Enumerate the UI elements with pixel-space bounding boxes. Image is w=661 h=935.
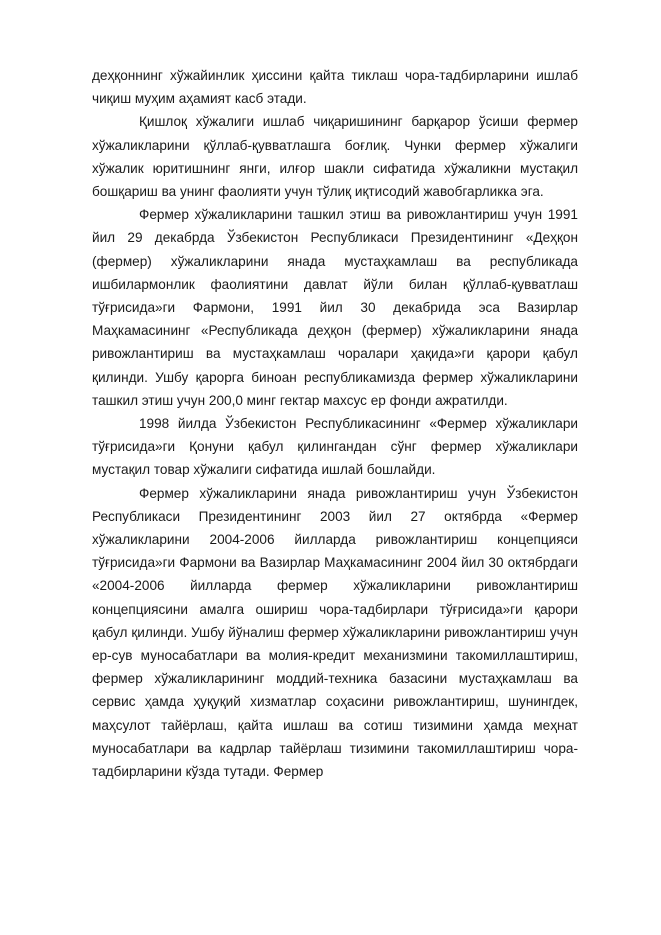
paragraph-2: Қишлоқ хўжалиги ишлаб чиқаришининг барқарор ўсиши фермер хўжаликларини қўллаб-қувватлашга боғлиқ. Чунки фермер хўжалиги хўжалик юритишнинг янги, илғор шакли сифатида хўжаликни мустақил бошқариш ва унинг фаолияти учун тўлиқ иқтисодий жавобгарликка эга. [92,114,578,200]
paragraph-5: Фермер хўжаликларини янада ривожлантириш учун Ўзбекистон Республикаси Президентининг 2003 йил 27 октябрда «Фермер хўжаликларини 2004-2006 йилларда ривожлантириш концепцияси тўғрисида»ги Фармони ва Вазирлар Маҳкамасининг 2004 йил 30 октябрдаги «2004-2006 йилларда фермер хўжаликларини ривожлантириш концепциясини амалга ошириш чора-тадбирлари тўғрисида»ги қарори қабул қилинди. Ушбу йўналиш фермер хўжаликларини ривожлантириш учун ер-сув муносабатлари ва молия-кредит механизмини такомиллаштириш, фермер хўжаликларининг моддий-техника базасини мустаҳкамлаш ва сервис ҳамда ҳуқуқий хизматлар соҳасини ривожлантириш, шунингдек, маҳсулот тайёрлаш, қайта ишлаш ва сотиш тизимини ҳамда меҳнат муносабатлари ва кадрлар тайёрлаш тизимини такомиллаштириш чора-тадбирларини кўзда тутади. Фермер [92,485,578,780]
document-page [92,64,578,783]
paragraph-4: 1998 йилда Ўзбекистон Республикасининг «Фермер хўжаликлари тўғрисида»ги Қонуни қабул қилингандан сўнг фермер хўжаликлари мустақил товар хўжалиги сифатида ишлай бошлайди. [92,416,578,478]
paragraph-3: Фермер хўжаликларини ташкил этиш ва ривожлантириш учун 1991 йил 29 декабрда Ўзбекистон Республикаси Президентининг «Деҳқон (фермер) хўжаликларини янада мустаҳкамлаш ва республикада ишбилармонлик фаолиятини давлат йўли билан қўллаб-қувватлаш тўғрисида»ги Фармони, 1991 йил 30 декабрида эса Вазирлар Маҳкамасининг «Республикада деҳқон (фермер) хўжаликларини янада ривожлантириш ва мустаҳкамлаш чоралари ҳақида»ги қарори қабул қилинди. Ушбу қарорга биноан республикамизда фермер хўжаликларини ташкил этиш учун 200,0 минг гектар махсус ер фонди ажратилди. [92,207,578,408]
paragraph-1: деҳқоннинг хўжайинлик ҳиссини қайта тиклаш чора-тадбирларини ишлаб чиқиш муҳим аҳамият касб этади. [92,68,578,107]
